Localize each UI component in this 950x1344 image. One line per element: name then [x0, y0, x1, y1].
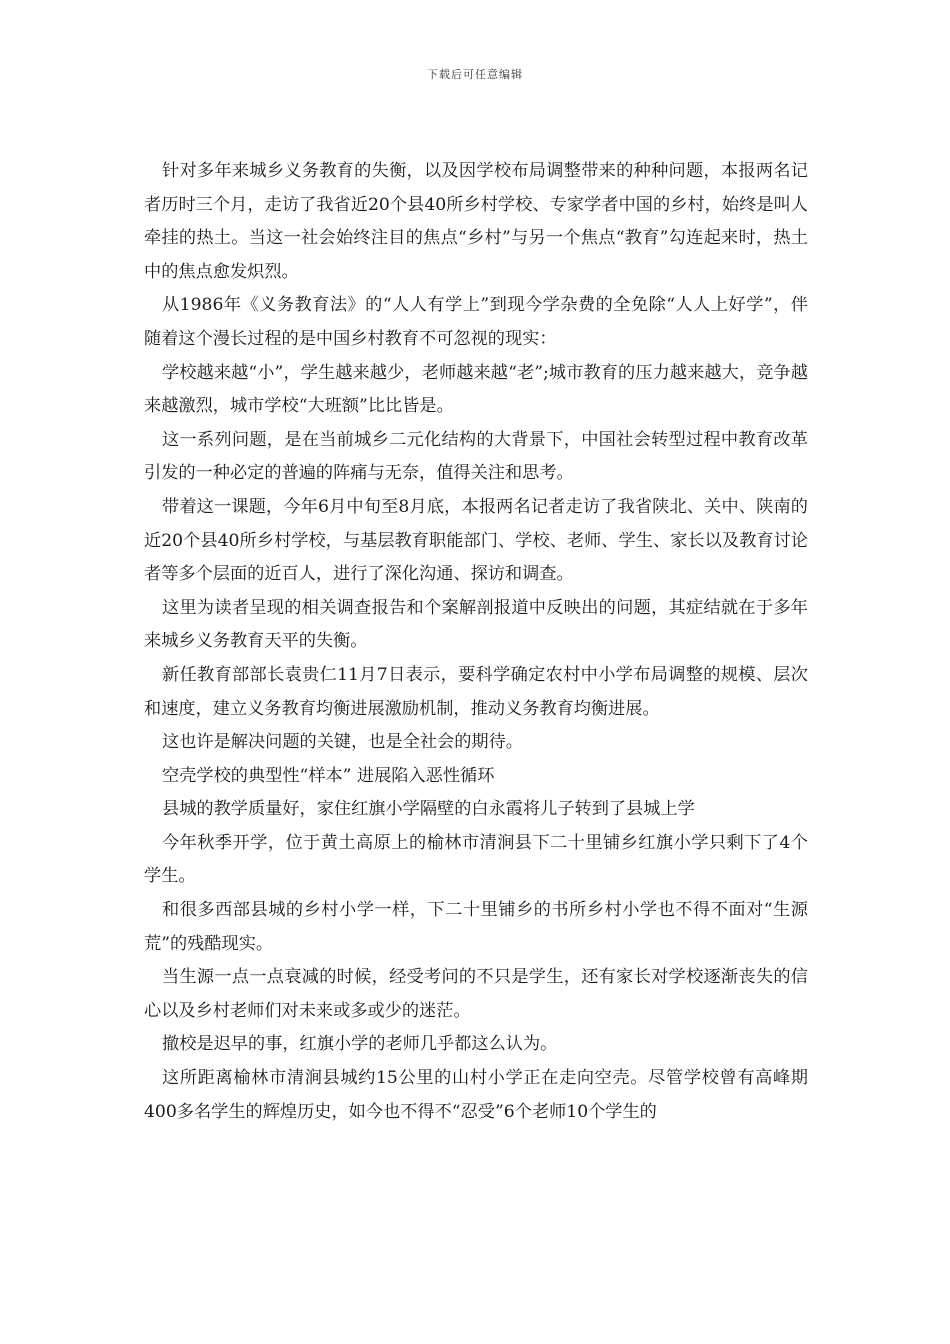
paragraph: 和很多西部县城的乡村小学一样，下二十里铺乡的书所乡村小学也不得不面对“生源荒”的残酷现实。 — [144, 900, 808, 954]
paragraph: 今年秋季开学，位于黄土高原上的榆林市清涧县下二十里铺乡红旗小学只剩下了4个学生。 — [144, 832, 808, 887]
paragraph: 这所距离榆林市清涧县城约15公里的山村小学正在走向空壳。尽管学校曾有高峰期400多名学生的辉煌历史，如今也不得不“忍受”6个老师10个学生的 — [144, 1068, 808, 1122]
paragraph: 带着这一课题，今年6月中旬至8月底，本报两名记者走访了我省陕北、关中、陕南的近20个县40所乡村学校，与基层教育职能部门、学校、老师、学生、家长以及教育讨论者等多个层面的近百人，进行了深化沟通、探访和调查。 — [144, 496, 808, 585]
paragraph: 这里为读者呈现的相关调查报告和个案解剖报道中反映出的问题，其症结就在于多年来城乡义务教育天平的失衡。 — [144, 597, 808, 652]
paragraph: 从1986年《义务教育法》的“人人有学上”到现今学杂费的全免除“人人上好学”，伴随着这个漫长过程的是中国乡村教育不可忽视的现实： — [144, 295, 808, 349]
paragraph: 当生源一点一点衰减的时候，经受考问的不只是学生，还有家长对学校逐渐丧失的信心以及乡村老师们对未来或多或少的迷茫。 — [144, 967, 808, 1021]
paragraph: 这一系列问题，是在当前城乡二元化结构的大背景下，中国社会转型过程中教育改革引发的一种必定的普遍的阵痛与无奈，值得关注和思考。 — [144, 429, 808, 484]
paragraph: 这也许是解决问题的关键，也是全社会的期待。 — [162, 732, 523, 753]
section-subheading: 县城的教学质量好，家住红旗小学隔壁的白永霞将儿子转到了县城上学 — [162, 799, 695, 820]
paragraph: 撤校是迟早的事，红旗小学的老师几乎都这么认为。 — [162, 1034, 558, 1055]
document-body — [144, 155, 808, 1129]
paragraph: 针对多年来城乡义务教育的失衡，以及因学校布局调整带来的种种问题，本报两名记者历时三个月，走访了我省近20个县40所乡村学校、专家学者中国的乡村，始终是叫人牵挂的热土。当这一社会始终注目的焦点“乡村”与另一个焦点“教育”勾连起来时，热土中的焦点愈发炽烈。 — [144, 161, 808, 282]
page-header: 下载后可任意编辑 — [427, 68, 523, 81]
paragraph: 新任教育部部长袁贵仁11月7日表示，要科学确定农村中小学布局调整的规模、层次和速度，建立义务教育均衡进展激励机制，推动义务教育均衡进展。 — [144, 664, 808, 719]
paragraph: 学校越来越“小”，学生越来越少，老师越来越“老”;城市教育的压力越来越大，竞争越来越激烈，城市学校“大班额”比比皆是。 — [144, 362, 808, 417]
section-heading: 空壳学校的典型性“样本” 进展陷入恶性循环 — [162, 765, 495, 786]
